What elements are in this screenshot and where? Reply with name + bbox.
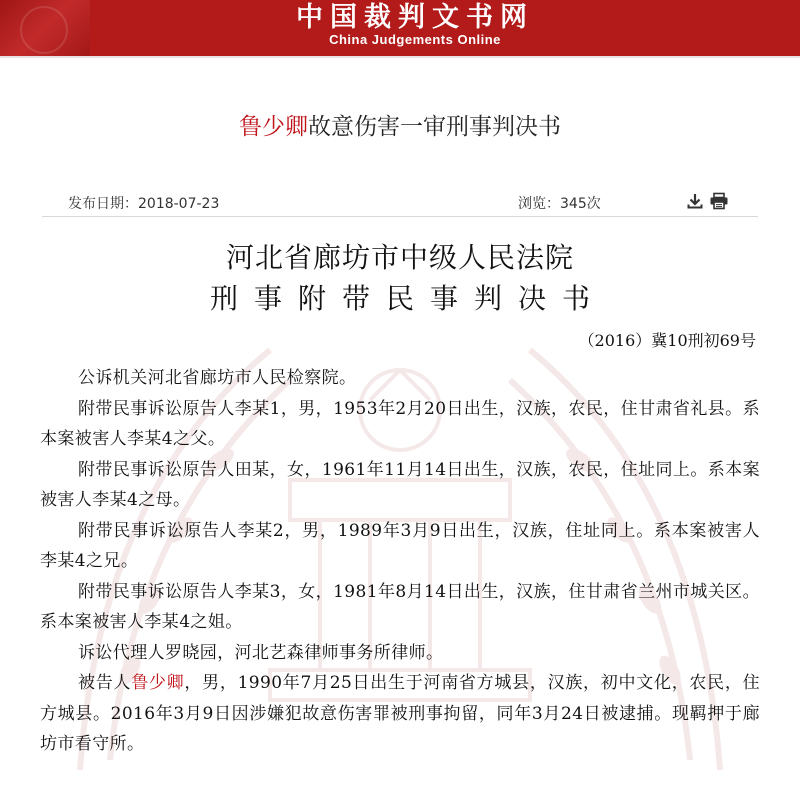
defendant-details: ，男，1990年7月25日出生于河南省方城县，汉族，初中文化，农民，住方城县。2016年3月9日因涉嫌犯故意伤害罪被刑事拘留，同年3月24日被逮捕。现羁押于廊坊市看守所。 — [40, 673, 761, 754]
site-logo[interactable] — [240, 0, 590, 56]
site-subtitle: China Judgements Online — [329, 32, 501, 47]
view-count-label: 浏览： — [518, 196, 560, 212]
paragraph-plaintiff-1: 附带民事诉讼原告人李某1，男，1953年2月20日出生，汉族，农民，住甘肃省礼县。系本案被害人李某4之父。 — [40, 398, 760, 449]
publish-date-label: 发布日期： — [68, 196, 138, 212]
paragraph-agent: 诉讼代理人罗晓园，河北艺森律师事务所律师。 — [78, 642, 444, 663]
document-title — [0, 112, 800, 142]
court-name: 河北省廊坊市中级人民法院 — [225, 241, 574, 274]
publish-date-value: 2018-07-23 — [138, 196, 220, 212]
title-defendant-name: 鲁少卿 — [239, 114, 308, 140]
view-count-value: 345 — [560, 196, 587, 212]
defendant-prefix: 被告人 — [78, 673, 132, 693]
site-header — [0, 0, 800, 56]
judgment-content — [40, 363, 760, 760]
paragraph-plaintiff-3: 附带民事诉讼原告人李某2，男，1989年3月9日出生，汉族，住址同上。系本案被害人李某4之兄。 — [40, 520, 760, 571]
paragraph-plaintiff-2: 附带民事诉讼原告人田某，女，1961年11月14日出生，汉族，农民，住址同上。系本案被害人李某4之母。 — [40, 459, 760, 510]
header-decoration — [0, 0, 90, 56]
document-meta-bar — [42, 190, 758, 217]
publish-date — [68, 193, 219, 213]
defendant-name: 鲁少卿 — [131, 673, 185, 693]
print-icon[interactable] — [709, 192, 729, 210]
download-icon[interactable] — [686, 192, 704, 210]
paragraph-plaintiff-4: 附带民事诉讼原告人李某3，女，1981年8月14日出生，汉族，住甘肃省兰州市城关区。系本案被害人李某4之姐。 — [40, 581, 760, 632]
view-count — [518, 193, 601, 213]
site-title: 中国裁判文书网 — [296, 2, 534, 33]
title-case-type: 故意伤害一审刑事判决书 — [308, 114, 561, 140]
view-count-unit: 次 — [586, 196, 601, 212]
document-actions — [686, 192, 730, 212]
header-divider — [0, 56, 800, 58]
case-number: （2016）冀10刑初69号 — [578, 331, 756, 350]
paragraph-defendant — [40, 668, 760, 760]
paragraph-prosecutor: 公诉机关河北省廊坊市人民检察院。 — [78, 368, 357, 388]
judgment-type: 刑事附带民事判决书 — [209, 282, 606, 315]
